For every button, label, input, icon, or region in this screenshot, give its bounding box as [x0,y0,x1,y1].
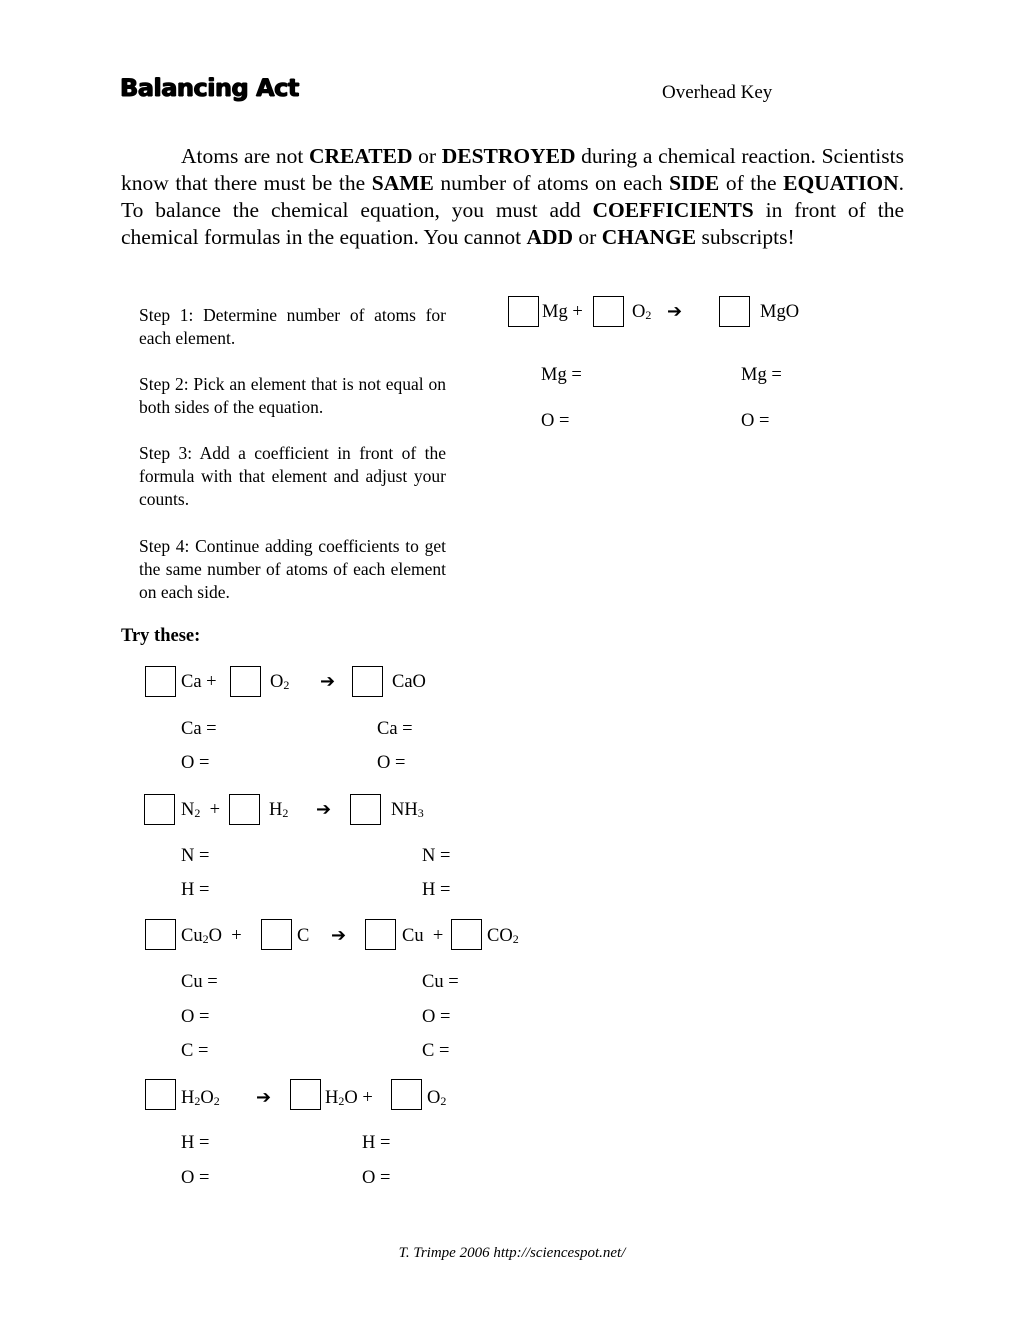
coefficient-box[interactable] [391,1079,422,1110]
coefficient-box[interactable] [145,666,176,697]
count-left: O = [181,753,210,773]
formula-cu2o: $Cu_2O$ + [181,926,242,946]
count-right-o: O = [741,411,770,431]
page-title: Balancing Act [120,74,299,102]
step-2: Step 2: Pick an element that is not equal on both sides of the equation. [139,374,446,417]
formula-o2: $O_2$ [270,672,290,692]
coefficient-box[interactable] [290,1079,321,1110]
coefficient-box[interactable] [145,1079,176,1110]
coefficient-box[interactable] [451,919,482,950]
count-right: O = [422,1007,451,1027]
count-right: C = [422,1041,450,1061]
right-arrow-icon: ➔ [667,301,683,322]
right-arrow-icon: ➔ [320,671,336,692]
count-left-mg: Mg = [541,365,582,385]
step-4: Step 4: Continue adding coefficients to get the same number of atoms of each element on each side. [139,536,446,602]
coefficient-box[interactable] [508,296,539,327]
formula-nh3: $NH_3$ [391,800,424,820]
count-left: N = [181,846,210,866]
step-3: Step 3: Add a coefficient in front of the formula with that element and adjust your counts. [139,443,446,509]
count-right: O = [362,1168,391,1188]
right-arrow-icon: ➔ [331,925,347,946]
count-left: O = [181,1168,210,1188]
coefficient-box[interactable] [352,666,383,697]
count-left: Ca = [181,719,217,739]
try-these-heading: Try these: [121,626,201,646]
formula-co2: $CO_2$ [487,926,519,946]
right-arrow-icon: ➔ [256,1087,272,1108]
formula-ca: Ca + [181,672,217,692]
count-right-mg: Mg = [741,365,782,385]
count-right: Cu = [422,972,459,992]
footer-credit: T. Trimpe 2006 http://sciencespot.net/ [398,1245,626,1261]
coefficient-box[interactable] [593,296,624,327]
count-right: H = [362,1133,391,1153]
coefficient-box[interactable] [230,666,261,697]
intro-paragraph: Atoms are not CREATED or DESTROYED during a chemical reaction. Scientists know that there must be the SAME number of atoms on each SIDE of the EQUATION. To balance the chemical equation, you must add COEFFICIENTS in front of the chemical formulas in the equation. You cannot ADD or CHANGE subscripts! [121,144,904,249]
formula-c: C [297,926,310,946]
coefficient-box[interactable] [261,919,292,950]
coefficient-box[interactable] [350,794,381,825]
count-right: H = [422,880,451,900]
count-left: H = [181,1133,210,1153]
step-1: Step 1: Determine number of atoms for each element. [139,305,446,348]
count-left: C = [181,1041,209,1061]
coefficient-box[interactable] [229,794,260,825]
coefficient-box[interactable] [144,794,175,825]
overhead-key-label: Overhead Key [662,82,773,103]
formula-o2: $O_2$ [632,302,652,322]
formula-h2o2: $H_2O_2$ [181,1088,220,1108]
count-left: O = [181,1007,210,1027]
formula-h2o: $H_2O$ + [325,1088,373,1108]
count-right: Ca = [377,719,413,739]
count-left-o: O = [541,411,570,431]
count-left: Cu = [181,972,218,992]
count-left: H = [181,880,210,900]
coefficient-box[interactable] [719,296,750,327]
formula-cao: CaO [392,672,426,692]
count-right: O = [377,753,406,773]
coefficient-box[interactable] [365,919,396,950]
coefficient-box[interactable] [145,919,176,950]
formula-o2: $O_2$ [427,1088,447,1108]
formula-mg: Mg + [542,302,583,322]
formula-h2: $H_2$ [269,800,289,820]
formula-mgo: MgO [760,302,800,322]
count-right: N = [422,846,451,866]
formula-n2: $N_2$ + [181,800,221,820]
right-arrow-icon: ➔ [316,799,332,820]
formula-cu: Cu + [402,926,444,946]
